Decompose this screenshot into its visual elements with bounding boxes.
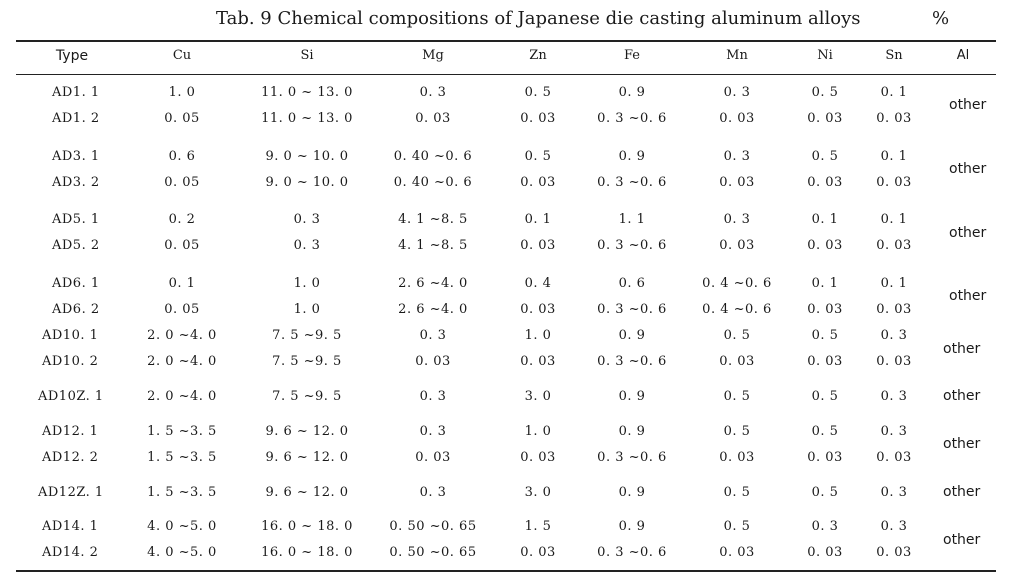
cell-zn: 0. 5	[524, 85, 552, 100]
cell-cu: 0. 05	[164, 238, 200, 253]
cell-si: 7. 5 ~9. 5	[272, 328, 342, 343]
al-balance: other	[943, 532, 981, 548]
cell-fe: 0. 9	[618, 519, 646, 534]
cell-mg: 0. 3	[419, 485, 447, 500]
cell-mg: 2. 6 ~4. 0	[398, 276, 468, 291]
alloy-type: AD1. 1	[52, 85, 100, 100]
al-balance: other	[943, 388, 981, 404]
alloy-type: AD10. 2	[42, 354, 99, 369]
cell-mg: 0. 3	[419, 389, 447, 404]
al-balance: other	[943, 341, 981, 357]
alloy-type: AD12. 2	[42, 450, 99, 465]
table-title: Tab. 9 Chemical compositions of Japanese die casting aluminum alloys	[216, 8, 861, 29]
alloy-type: AD14. 2	[42, 545, 99, 560]
cell-fe: 0. 3 ~0. 6	[597, 354, 667, 369]
cell-mn: 0. 5	[723, 519, 751, 534]
column-header-type: Type	[55, 48, 89, 64]
cell-sn: 0. 03	[876, 175, 912, 190]
al-balance: other	[949, 225, 987, 241]
cell-mg: 0. 50 ~0. 65	[389, 545, 477, 560]
column-header-al: Al	[956, 48, 970, 63]
cell-si: 11. 0 ~ 13. 0	[261, 111, 353, 126]
cell-mg: 2. 6 ~4. 0	[398, 302, 468, 317]
cell-si: 0. 3	[293, 238, 321, 253]
al-balance: other	[943, 436, 981, 452]
cell-zn: 0. 03	[520, 175, 556, 190]
cell-zn: 0. 03	[520, 238, 556, 253]
cell-si: 7. 5 ~9. 5	[272, 389, 342, 404]
top-rule	[16, 40, 996, 42]
cell-sn: 0. 03	[876, 302, 912, 317]
cell-ni: 0. 3	[811, 519, 839, 534]
cell-cu: 2. 0 ~4. 0	[147, 389, 217, 404]
cell-fe: 0. 9	[618, 149, 646, 164]
cell-si: 9. 6 ~ 12. 0	[265, 485, 349, 500]
cell-sn: 0. 3	[880, 389, 908, 404]
cell-fe: 0. 9	[618, 389, 646, 404]
cell-cu: 0. 1	[168, 276, 196, 291]
cell-zn: 3. 0	[524, 389, 552, 404]
header-rule	[16, 74, 996, 75]
cell-zn: 0. 5	[524, 149, 552, 164]
table-caption	[0, 8, 1012, 34]
cell-cu: 2. 0 ~4. 0	[147, 354, 217, 369]
cell-cu: 1. 5 ~3. 5	[147, 424, 217, 439]
alloy-type: AD3. 1	[52, 149, 100, 164]
unit-label: %	[932, 8, 950, 29]
cell-mg: 0. 03	[415, 354, 451, 369]
cell-fe: 0. 3 ~0. 6	[597, 302, 667, 317]
cell-cu: 4. 0 ~5. 0	[147, 519, 217, 534]
cell-mn: 0. 03	[719, 238, 755, 253]
cell-mn: 0. 5	[723, 424, 751, 439]
cell-fe: 1. 1	[618, 212, 646, 227]
cell-mn: 0. 03	[719, 450, 755, 465]
alloy-type: AD10Z. 1	[38, 389, 104, 404]
cell-mg: 0. 3	[419, 328, 447, 343]
cell-cu: 1. 5 ~3. 5	[147, 485, 217, 500]
cell-ni: 0. 5	[811, 328, 839, 343]
cell-si: 11. 0 ~ 13. 0	[261, 85, 353, 100]
column-header-cu: Cu	[172, 48, 192, 63]
column-header-zn: Zn	[529, 48, 547, 63]
cell-si: 0. 3	[293, 212, 321, 227]
cell-ni: 0. 03	[807, 354, 843, 369]
cell-cu: 0. 05	[164, 175, 200, 190]
cell-zn: 0. 03	[520, 111, 556, 126]
cell-ni: 0. 03	[807, 450, 843, 465]
cell-mg: 0. 03	[415, 111, 451, 126]
cell-ni: 0. 5	[811, 149, 839, 164]
cell-zn: 1. 0	[524, 424, 552, 439]
cell-ni: 0. 1	[811, 212, 839, 227]
al-balance: other	[943, 484, 981, 500]
cell-cu: 1. 5 ~3. 5	[147, 450, 217, 465]
cell-zn: 0. 03	[520, 450, 556, 465]
alloy-type: AD10. 1	[42, 328, 99, 343]
cell-zn: 0. 1	[524, 212, 552, 227]
cell-si: 16. 0 ~ 18. 0	[261, 519, 353, 534]
cell-si: 16. 0 ~ 18. 0	[261, 545, 353, 560]
column-header-ni: Ni	[817, 48, 833, 63]
cell-sn: 0. 03	[876, 354, 912, 369]
cell-zn: 0. 4	[524, 276, 552, 291]
cell-sn: 0. 1	[880, 212, 908, 227]
cell-zn: 1. 5	[524, 519, 552, 534]
cell-mg: 0. 03	[415, 450, 451, 465]
cell-si: 9. 6 ~ 12. 0	[265, 450, 349, 465]
cell-si: 1. 0	[293, 276, 321, 291]
cell-sn: 0. 03	[876, 545, 912, 560]
cell-si: 1. 0	[293, 302, 321, 317]
column-header-sn: Sn	[885, 48, 903, 63]
cell-cu: 2. 0 ~4. 0	[147, 328, 217, 343]
alloy-type: AD12. 1	[42, 424, 99, 439]
cell-mg: 0. 40 ~0. 6	[393, 175, 473, 190]
cell-mn: 0. 4 ~0. 6	[702, 276, 772, 291]
cell-fe: 0. 3 ~0. 6	[597, 175, 667, 190]
cell-mn: 0. 3	[723, 212, 751, 227]
column-header-mn: Mn	[726, 48, 748, 63]
cell-fe: 0. 9	[618, 485, 646, 500]
cell-mn: 0. 03	[719, 111, 755, 126]
alloy-type: AD3. 2	[52, 175, 100, 190]
cell-zn: 0. 03	[520, 354, 556, 369]
cell-ni: 0. 03	[807, 302, 843, 317]
column-header-mg: Mg	[422, 48, 444, 63]
cell-ni: 0. 03	[807, 111, 843, 126]
cell-fe: 0. 9	[618, 328, 646, 343]
cell-ni: 0. 03	[807, 175, 843, 190]
cell-ni: 0. 1	[811, 276, 839, 291]
cell-cu: 0. 05	[164, 302, 200, 317]
cell-sn: 0. 03	[876, 450, 912, 465]
cell-sn: 0. 3	[880, 519, 908, 534]
cell-mn: 0. 03	[719, 545, 755, 560]
cell-fe: 0. 9	[618, 424, 646, 439]
cell-fe: 0. 3 ~0. 6	[597, 450, 667, 465]
alloy-type: AD12Z. 1	[38, 485, 104, 500]
cell-sn: 0. 3	[880, 424, 908, 439]
cell-mn: 0. 3	[723, 149, 751, 164]
cell-mn: 0. 4 ~0. 6	[702, 302, 772, 317]
cell-sn: 0. 1	[880, 85, 908, 100]
cell-sn: 0. 3	[880, 328, 908, 343]
alloy-type: AD5. 1	[52, 212, 100, 227]
cell-si: 9. 6 ~ 12. 0	[265, 424, 349, 439]
cell-sn: 0. 3	[880, 485, 908, 500]
cell-cu: 0. 05	[164, 111, 200, 126]
cell-mn: 0. 5	[723, 328, 751, 343]
cell-ni: 0. 5	[811, 424, 839, 439]
cell-mg: 0. 40 ~0. 6	[393, 149, 473, 164]
cell-si: 7. 5 ~9. 5	[272, 354, 342, 369]
alloy-type: AD5. 2	[52, 238, 100, 253]
cell-cu: 0. 6	[168, 149, 196, 164]
cell-mg: 0. 3	[419, 424, 447, 439]
cell-fe: 0. 3 ~0. 6	[597, 545, 667, 560]
cell-mn: 0. 03	[719, 175, 755, 190]
cell-ni: 0. 03	[807, 545, 843, 560]
cell-zn: 1. 0	[524, 328, 552, 343]
cell-mn: 0. 5	[723, 389, 751, 404]
bottom-rule	[16, 570, 996, 572]
cell-sn: 0. 1	[880, 276, 908, 291]
cell-si: 9. 0 ~ 10. 0	[265, 175, 349, 190]
cell-fe: 0. 3 ~0. 6	[597, 111, 667, 126]
alloy-type: AD6. 2	[52, 302, 100, 317]
al-balance: other	[949, 161, 987, 177]
cell-mg: 0. 50 ~0. 65	[389, 519, 477, 534]
cell-fe: 0. 6	[618, 276, 646, 291]
cell-ni: 0. 5	[811, 389, 839, 404]
alloy-type: AD14. 1	[42, 519, 99, 534]
alloy-type: AD1. 2	[52, 111, 100, 126]
alloy-type: AD6. 1	[52, 276, 100, 291]
al-balance: other	[949, 288, 987, 304]
cell-mn: 0. 5	[723, 485, 751, 500]
cell-fe: 0. 9	[618, 85, 646, 100]
cell-cu: 4. 0 ~5. 0	[147, 545, 217, 560]
cell-mg: 4. 1 ~8. 5	[398, 212, 468, 227]
cell-ni: 0. 5	[811, 485, 839, 500]
cell-mg: 0. 3	[419, 85, 447, 100]
cell-si: 9. 0 ~ 10. 0	[265, 149, 349, 164]
cell-mg: 4. 1 ~8. 5	[398, 238, 468, 253]
cell-cu: 0. 2	[168, 212, 196, 227]
cell-zn: 0. 03	[520, 302, 556, 317]
cell-cu: 1. 0	[168, 85, 196, 100]
cell-zn: 3. 0	[524, 485, 552, 500]
cell-mn: 0. 3	[723, 85, 751, 100]
cell-sn: 0. 1	[880, 149, 908, 164]
column-header-fe: Fe	[623, 48, 640, 63]
cell-fe: 0. 3 ~0. 6	[597, 238, 667, 253]
cell-mn: 0. 03	[719, 354, 755, 369]
cell-zn: 0. 03	[520, 545, 556, 560]
cell-sn: 0. 03	[876, 238, 912, 253]
column-header-si: Si	[300, 48, 314, 63]
al-balance: other	[949, 97, 987, 113]
cell-ni: 0. 5	[811, 85, 839, 100]
cell-ni: 0. 03	[807, 238, 843, 253]
cell-sn: 0. 03	[876, 111, 912, 126]
